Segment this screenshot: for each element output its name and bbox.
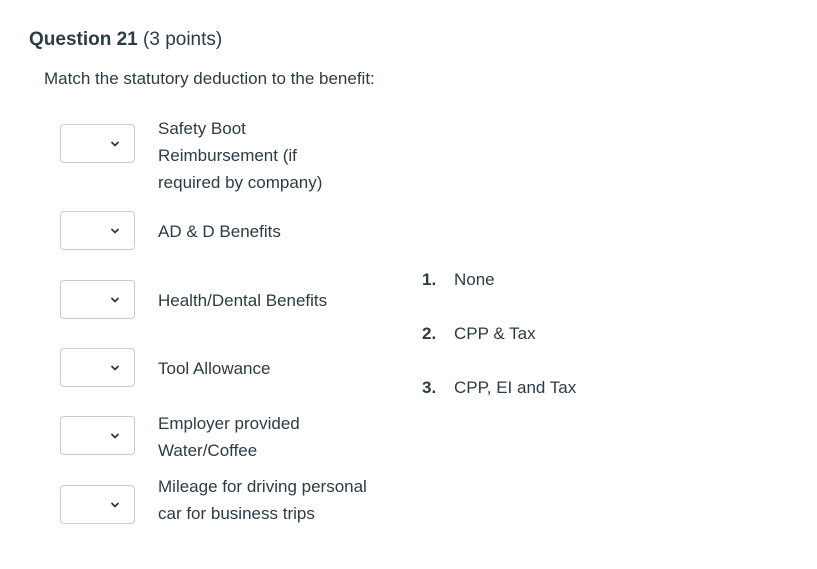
question-header xyxy=(29,29,222,51)
chevron-down-icon xyxy=(110,226,120,236)
answer-number: 3. xyxy=(422,378,437,397)
match-item-label: Employer provided Water/Coffee xyxy=(158,414,300,460)
match-item-label: Safety Boot Reimbursement (if required by company) xyxy=(158,119,323,192)
chevron-down-icon xyxy=(110,431,120,441)
match-select[interactable] xyxy=(60,124,135,163)
chevron-down-icon xyxy=(110,139,120,149)
answer-option xyxy=(422,324,536,344)
answer-label: CPP, EI and Tax xyxy=(454,378,577,397)
answer-option xyxy=(422,270,495,290)
question-points: (3 points) xyxy=(143,29,223,50)
answer-label: CPP & Tax xyxy=(454,324,536,343)
match-item-label: AD & D Benefits xyxy=(158,222,281,241)
match-item-label: Tool Allowance xyxy=(158,359,271,378)
match-select[interactable] xyxy=(60,280,135,319)
match-select[interactable] xyxy=(60,416,135,455)
match-select[interactable] xyxy=(60,348,135,387)
answer-label: None xyxy=(454,270,495,289)
chevron-down-icon xyxy=(110,363,120,373)
answer-option xyxy=(422,378,576,398)
question-prompt: Match the statutory deduction to the benefit: xyxy=(44,69,375,88)
match-item-label: Mileage for driving personal car for business trips xyxy=(158,477,367,523)
match-select[interactable] xyxy=(60,485,135,524)
match-select[interactable] xyxy=(60,211,135,250)
question-title: Question 21 xyxy=(29,29,138,50)
answer-number: 1. xyxy=(422,270,437,289)
chevron-down-icon xyxy=(110,295,120,305)
match-item-label: Health/Dental Benefits xyxy=(158,291,328,310)
chevron-down-icon xyxy=(110,500,120,510)
answer-number: 2. xyxy=(422,324,437,343)
